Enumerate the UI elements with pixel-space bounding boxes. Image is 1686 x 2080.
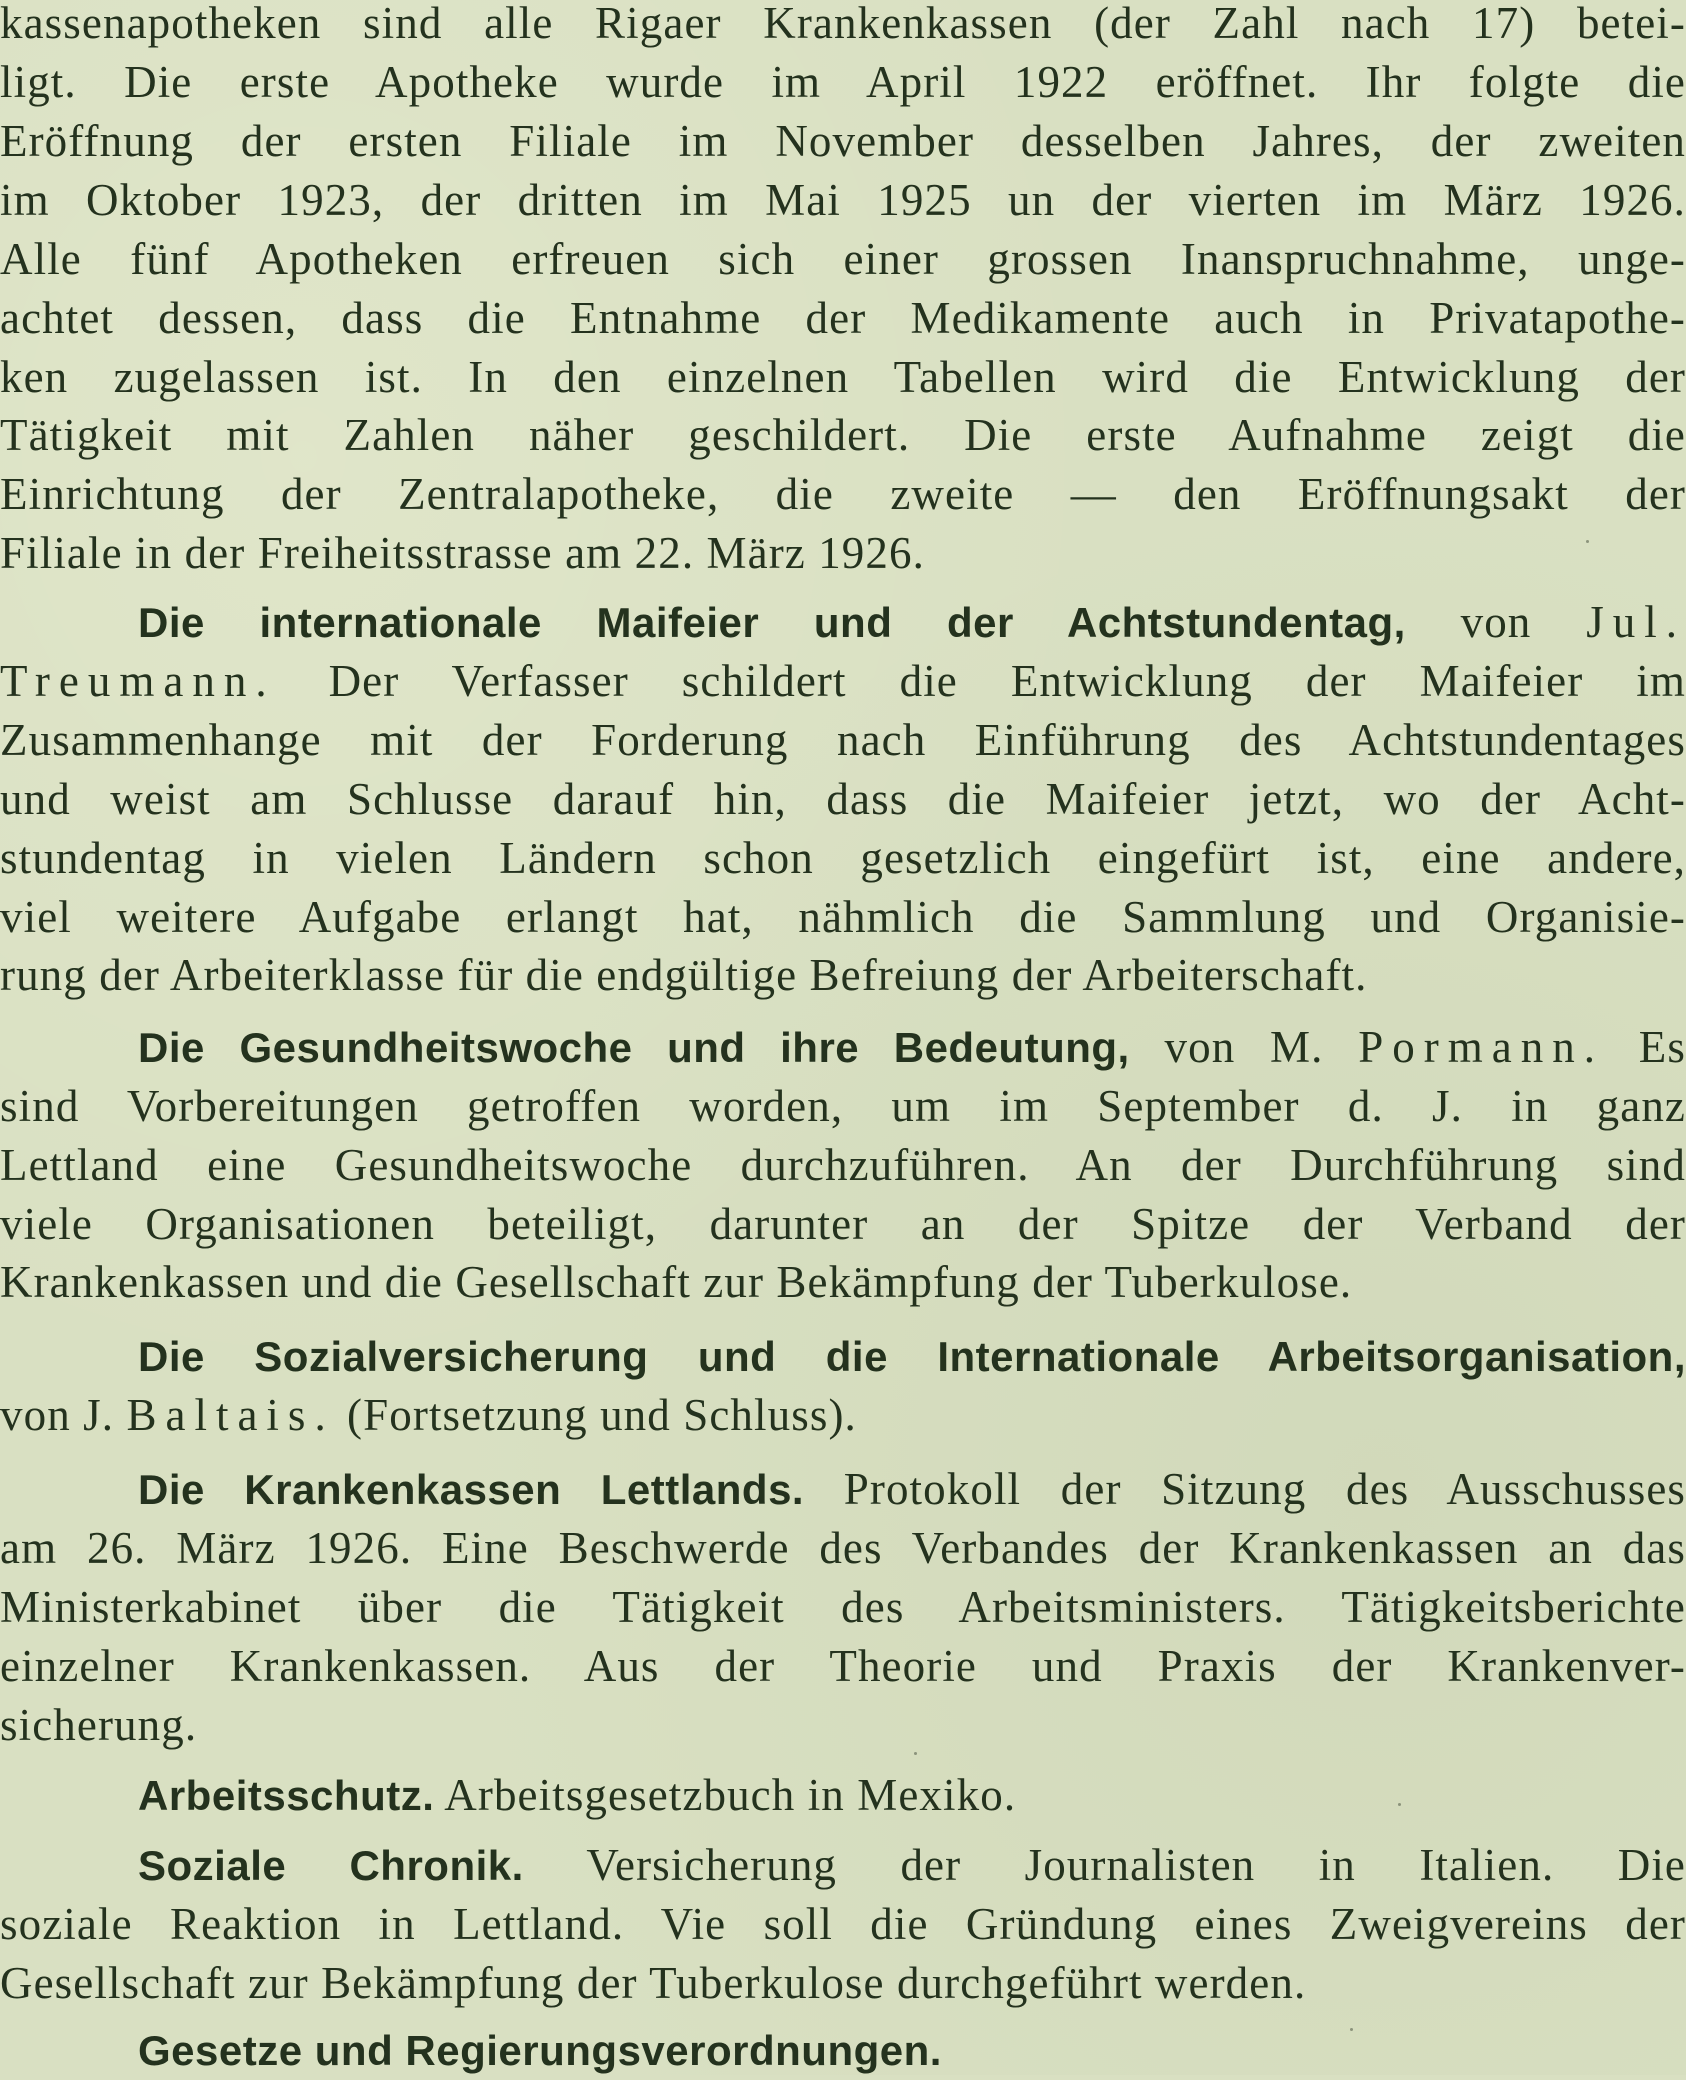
section-heading: Die internationale Maifeier und der Achtstundentag, — [138, 599, 1406, 646]
text-line — [0, 1954, 1686, 2013]
line-text: Einrichtung der Zentralapotheke, die zweite — den Eröffnungsakt der — [0, 469, 1686, 519]
section-heading: Gesetze und Regierungsverordnungen. — [138, 2027, 942, 2074]
paper-speck — [1398, 1803, 1401, 1806]
text-line — [0, 0, 1686, 53]
text-line — [0, 112, 1686, 171]
author-name: Jul. — [1586, 597, 1686, 647]
text-line — [0, 1895, 1686, 1954]
line-text: Alle fünf Apotheken erfreuen sich einer grossen Inanspruchnahme, unge- — [0, 234, 1686, 284]
section-heading-line — [138, 1327, 1686, 1386]
text-line — [0, 711, 1686, 770]
text-line — [0, 1136, 1686, 1195]
text-line — [0, 1578, 1686, 1637]
section-heading-line — [138, 1836, 1686, 1895]
line-text: Tätigkeit mit Zahlen näher geschildert. Die erste Aufnahme zeigt die — [0, 410, 1686, 460]
section-heading: Soziale Chronik. — [138, 1842, 524, 1889]
line-text: Ministerkabinet über die Tätigkeit des Arbeitsministers. Tätigkeitsberichte — [0, 1582, 1686, 1632]
text-line — [0, 1386, 1686, 1445]
line-text: (Fortsetzung und Schluss). — [334, 1390, 857, 1440]
author-name: Baltais. — [126, 1390, 335, 1440]
text-line — [0, 289, 1686, 348]
line-text: ken zugelassen ist. In den einzelnen Tabellen wird die Entwicklung der — [0, 352, 1686, 402]
line-text: soziale Reaktion in Lettland. Vie soll die Gründung eines Zweigvereins der — [0, 1899, 1686, 1949]
line-text: Der Verfasser schildert die Entwicklung der Maifeier im — [275, 656, 1686, 706]
line-text: Krankenkassen und die Gesellschaft zur Bekämpfung der Tuberkulose. — [0, 1257, 1353, 1307]
line-text: Filiale in der Freiheitsstrasse am 22. März 1926. — [0, 528, 925, 578]
text-line — [0, 465, 1686, 524]
section-heading-line — [138, 2021, 1686, 2080]
section-heading: Die Krankenkassen Lettlands. — [138, 1466, 805, 1513]
text-line — [0, 652, 1686, 711]
paper-speck — [1350, 2028, 1353, 2031]
text-line — [0, 829, 1686, 888]
line-text: stundentag in vielen Ländern schon gesetzlich eingefürt ist, eine andere, — [0, 833, 1686, 883]
line-text: am 26. März 1926. Eine Beschwerde des Verbandes der Krankenkassen an das — [0, 1523, 1686, 1573]
section-heading-line — [138, 593, 1686, 652]
line-text: rung der Arbeiterklasse für die endgültige Befreiung der Arbeiterschaft. — [0, 950, 1368, 1000]
section-heading: Die Gesundheitswoche und ihre Bedeutung, — [138, 1024, 1130, 1071]
line-text: ligt. Die erste Apotheke wurde im April 1922 eröffnet. Ihr folgte die — [0, 57, 1686, 107]
line-text: viele Organisationen beteiligt, darunter an der Spitze der Verband der — [0, 1199, 1686, 1249]
author-name: Treumann. — [0, 656, 276, 706]
text-line — [0, 1195, 1686, 1254]
line-text: von M. — [1129, 1022, 1359, 1072]
line-text: Es — [1604, 1022, 1686, 1072]
section-heading-line — [138, 1766, 1686, 1825]
line-text: und weist am Schlusse darauf hin, dass die Maifeier jetzt, wo der Acht- — [0, 774, 1686, 824]
line-text: Zusammenhange mit der Forderung nach Einführung des Achtstundentages — [0, 715, 1686, 765]
line-text: sind Vorbereitungen getroffen worden, um im September d. J. in ganz — [0, 1081, 1686, 1131]
section-heading: Arbeitsschutz. — [138, 1772, 435, 1819]
line-text: von — [1405, 597, 1587, 647]
section-heading-line — [138, 1460, 1686, 1519]
line-text: Protokoll der Sitzung des Ausschusses — [804, 1464, 1686, 1514]
line-text: viel weitere Aufgabe erlangt hat, nähmlich die Sammlung und Organisie- — [0, 892, 1686, 942]
text-line — [0, 230, 1686, 289]
text-line — [0, 1519, 1686, 1578]
paper-speck — [1586, 540, 1589, 543]
text-line — [0, 171, 1686, 230]
text-line — [0, 406, 1686, 465]
line-text: Lettland eine Gesundheitswoche durchzuführen. An der Durchführung sind — [0, 1140, 1686, 1190]
line-text: einzelner Krankenkassen. Aus der Theorie und Praxis der Krankenver- — [0, 1641, 1686, 1691]
text-line — [0, 348, 1686, 407]
text-line — [0, 946, 1686, 1005]
line-text: von J. — [0, 1390, 127, 1440]
line-text: im Oktober 1923, der dritten im Mai 1925 un der vierten im März 1926. — [0, 175, 1686, 225]
section-heading: Die Sozialversicherung und die Internationale Arbeitsorganisation, — [138, 1333, 1686, 1380]
text-line — [0, 524, 1686, 583]
text-line — [0, 1077, 1686, 1136]
line-text: kassenapotheken sind alle Rigaer Krankenkassen (der Zahl nach 17) betei- — [0, 0, 1686, 48]
line-text: Versicherung der Journalisten in Italien. Die — [523, 1840, 1686, 1890]
line-text: Gesellschaft zur Bekämpfung der Tuberkulose durchgeführt werden. — [0, 1958, 1307, 2008]
line-text: sicherung. — [0, 1700, 198, 1750]
text-line — [0, 1637, 1686, 1696]
text-line — [0, 1696, 1686, 1755]
author-name: Pormann. — [1358, 1022, 1605, 1072]
text-line — [0, 770, 1686, 829]
text-line — [0, 1253, 1686, 1312]
text-line — [0, 53, 1686, 112]
line-text: achtet dessen, dass die Entnahme der Medikamente auch in Privatapothe- — [0, 293, 1686, 343]
line-text: Eröffnung der ersten Filiale im November desselben Jahres, der zweiten — [0, 116, 1686, 166]
line-text: Arbeitsgesetzbuch in Mexiko. — [434, 1770, 1017, 1820]
paper-speck — [914, 1752, 917, 1755]
section-heading-line — [138, 1018, 1686, 1077]
text-line — [0, 888, 1686, 947]
